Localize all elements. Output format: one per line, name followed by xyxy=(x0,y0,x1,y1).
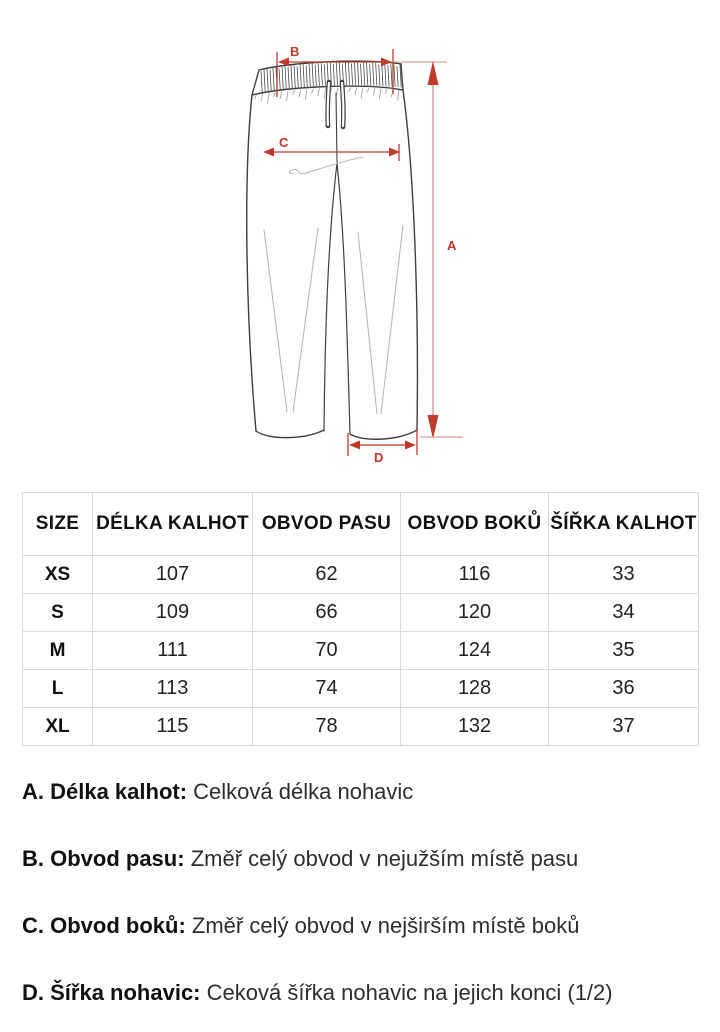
value-cell: 116 xyxy=(401,556,549,594)
value-cell: 33 xyxy=(549,556,699,594)
value-cell: 124 xyxy=(401,632,549,670)
size-cell: L xyxy=(23,670,93,708)
legend-term: C. Obvod boků: xyxy=(22,913,186,939)
column-header-delka-kalhot: DÉLKA KALHOT xyxy=(93,493,253,556)
legend-item-d xyxy=(22,981,698,1004)
column-header-obvod-pasu: OBVOD PASU xyxy=(253,493,401,556)
value-cell: 115 xyxy=(93,708,253,746)
size-cell: XS xyxy=(23,556,93,594)
crotch-sketch-line xyxy=(289,157,363,174)
legend-description: Ceková šířka nohavic na jejich konci (1/2) xyxy=(206,980,613,1006)
measure-label-c: C xyxy=(279,135,289,150)
legend-term: D. Šířka nohavic: xyxy=(22,980,201,1006)
legend-description: Změř celý obvod v nejširším místě boků xyxy=(191,913,580,939)
value-cell: 111 xyxy=(93,632,253,670)
measurement-legend xyxy=(22,780,698,1004)
table-row-xl xyxy=(23,708,699,746)
value-cell: 36 xyxy=(549,670,699,708)
drawstring-cords xyxy=(328,82,344,127)
size-table xyxy=(22,492,699,746)
value-cell: 113 xyxy=(93,670,253,708)
value-cell: 107 xyxy=(93,556,253,594)
legend-term: B. Obvod pasu: xyxy=(22,846,185,872)
table-row-xs xyxy=(23,556,699,594)
legend-item-c xyxy=(22,914,698,937)
measure-label-b: B xyxy=(290,44,300,59)
table-row-s xyxy=(23,594,699,632)
table-row-m xyxy=(23,632,699,670)
measure-label-d: D xyxy=(374,450,384,465)
value-cell: 128 xyxy=(401,670,549,708)
table-row-l xyxy=(23,670,699,708)
measure-a xyxy=(420,61,463,439)
value-cell: 70 xyxy=(253,632,401,670)
value-cell: 132 xyxy=(401,708,549,746)
legend-item-b xyxy=(22,847,698,870)
size-cell: S xyxy=(23,594,93,632)
pants-outline xyxy=(247,61,418,439)
pants-size-diagram xyxy=(0,0,720,478)
legend-description: Celková délka nohavic xyxy=(193,779,414,804)
value-cell: 74 xyxy=(253,670,401,708)
value-cell: 34 xyxy=(549,594,699,632)
value-cell: 62 xyxy=(253,556,401,594)
legend-item-a xyxy=(22,780,698,803)
value-cell: 120 xyxy=(401,594,549,632)
legend-description: Změř celý obvod v nejužším místě pasu xyxy=(190,846,579,872)
legend-term: A. Délka kalhot: xyxy=(22,779,188,804)
value-cell: 66 xyxy=(253,594,401,632)
measure-label-a: A xyxy=(447,238,457,253)
column-header-sirka-kalhot: ŠÍŘKA KALHOT xyxy=(549,493,699,556)
column-header-obvod-boku: OBVOD BOKŮ xyxy=(401,493,549,556)
value-cell: 109 xyxy=(93,594,253,632)
value-cell: 35 xyxy=(549,632,699,670)
value-cell: 78 xyxy=(253,708,401,746)
column-header-size: SIZE xyxy=(23,493,93,556)
size-cell: M xyxy=(23,632,93,670)
value-cell: 37 xyxy=(549,708,699,746)
size-cell: XL xyxy=(23,708,93,746)
table-header-row xyxy=(23,493,699,556)
